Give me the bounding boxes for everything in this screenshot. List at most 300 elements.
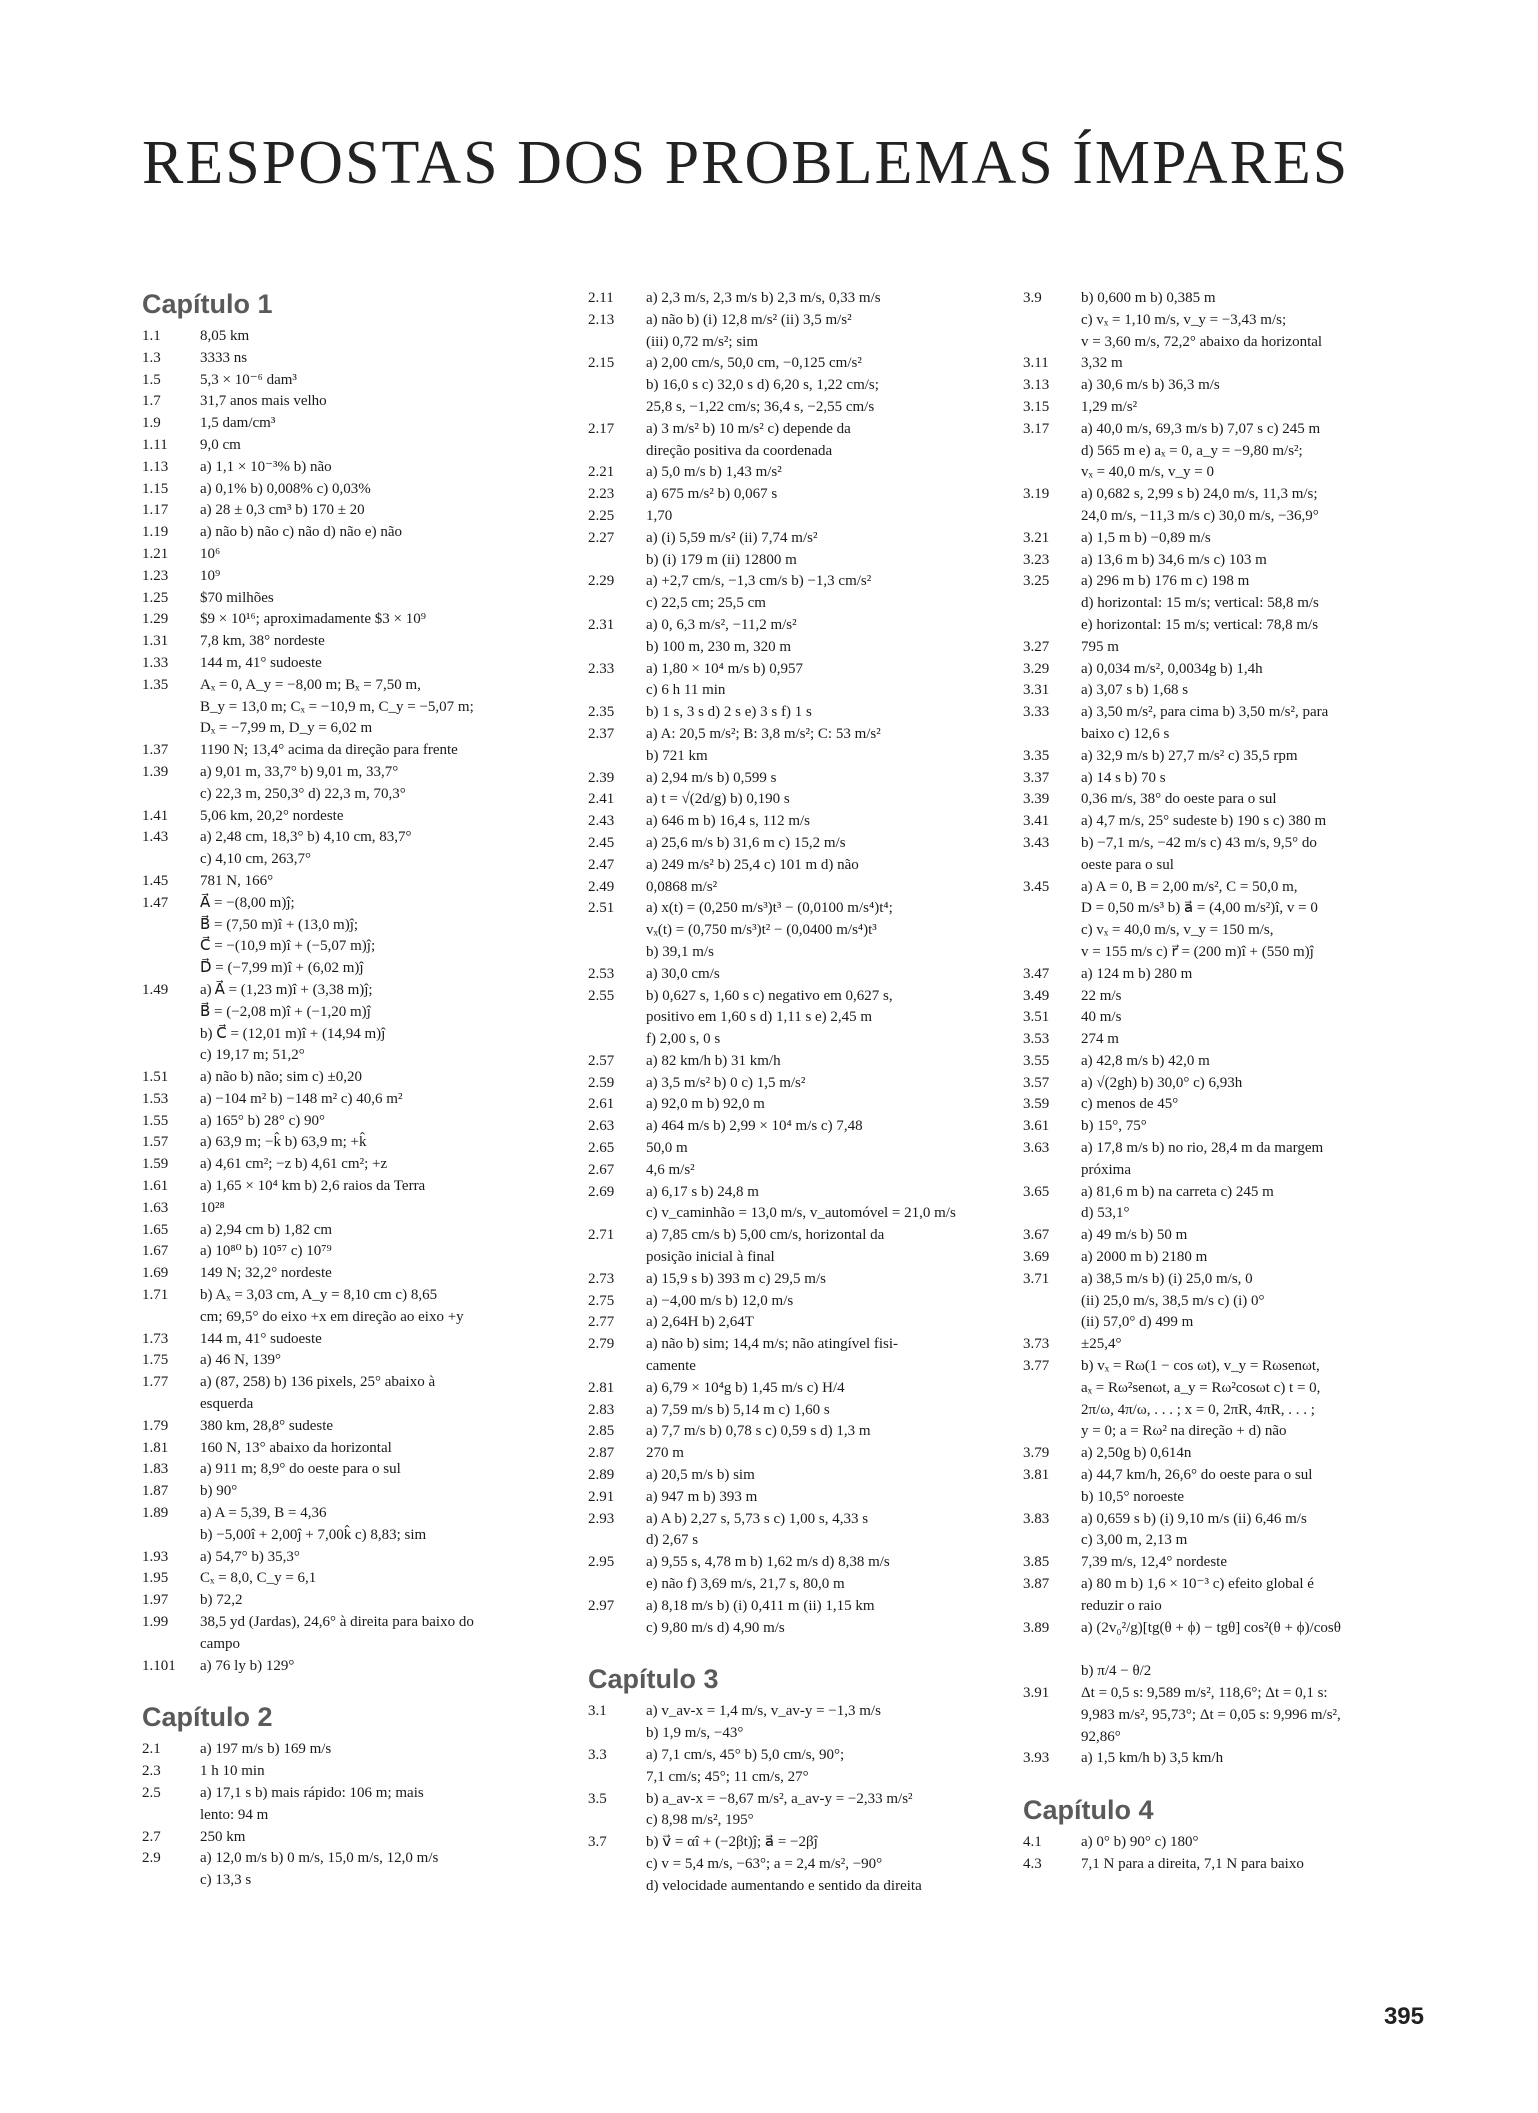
answer-entry [1023, 375, 1418, 397]
answer-line: (ii) 57,0° d) 499 m [1081, 1314, 1194, 1331]
problem-number: 2.83 [588, 1401, 615, 1418]
answer-line: (ii) 25,0 m/s, 38,5 m/s c) (i) 0° [1081, 1292, 1265, 1309]
problem-number: 2.1 [142, 1741, 161, 1758]
answer-text [200, 1503, 542, 1547]
answer-text [200, 806, 542, 828]
answer-text [200, 1241, 542, 1263]
answer-entry [1023, 1748, 1418, 1770]
answer-entry [1023, 1247, 1418, 1269]
answer-entry [588, 1138, 988, 1160]
answer-text [646, 1160, 988, 1182]
answer-entry [1023, 746, 1418, 768]
problem-number: 1.1 [142, 328, 161, 344]
problem-number: 3.15 [1023, 398, 1050, 415]
problem-number: 1.13 [142, 458, 169, 475]
answer-entry [588, 1225, 988, 1269]
problem-number: 1.3 [142, 349, 161, 366]
answer-entry [1023, 288, 1418, 353]
answer-text [200, 435, 542, 457]
answer-text [646, 964, 988, 986]
problem-number: 2.59 [588, 1074, 615, 1091]
problem-number: 3.7 [588, 1834, 607, 1851]
answer-line [1081, 1639, 1418, 1661]
answer-line: b) v⃗ = αî + (−2βt)ĵ; a⃗ = −2βĵ [646, 1834, 818, 1851]
answer-entry [1023, 811, 1418, 833]
problem-number: 3.91 [1023, 1685, 1050, 1701]
answer-line: a) 28 ± 0,3 cm³ b) 170 ± 20 [200, 502, 365, 519]
answer-line: Dₓ = −7,99 m, D_y = 6,02 m [200, 720, 373, 737]
answer-text [646, 1138, 988, 1160]
problem-number: 2.41 [588, 791, 615, 808]
answer-entry [1023, 986, 1418, 1008]
answer-line: 7,1 cm/s; 45°; 11 cm/s, 27° [646, 1768, 809, 1785]
answer-entry [142, 370, 542, 392]
answer-line: b) π/4 − θ/2 [1081, 1663, 1152, 1680]
answer-line: a) 30,0 cm/s [646, 965, 720, 982]
problem-number: 3.47 [1023, 965, 1050, 982]
answer-line: a) A: 20,5 m/s²; B: 3,8 m/s²; C: 53 m/s² [646, 725, 881, 742]
answer-entry [588, 1160, 988, 1182]
answer-line: a) 92,0 m b) 92,0 m [646, 1096, 765, 1113]
answer-text [1081, 1509, 1418, 1553]
answer-text [1081, 746, 1418, 768]
answer-line: a) A = 0, B = 2,00 m/s², C = 50,0 m, [1081, 878, 1298, 895]
answer-line: 50,0 m [646, 1140, 688, 1157]
answer-text [646, 1291, 988, 1313]
answer-line: 9,983 m/s², 95,73°; Δt = 0,05 s: 9,996 m/s², [1081, 1706, 1341, 1723]
answer-line: a) −104 m² b) −148 m² c) 40,6 m² [200, 1090, 403, 1107]
answer-text [200, 1372, 542, 1416]
answer-entry [1023, 1552, 1418, 1574]
problem-number: 1.101 [142, 1657, 176, 1674]
answer-text [1081, 659, 1418, 681]
chapter-heading: Capítulo 1 [142, 289, 273, 319]
answer-entry [142, 500, 542, 522]
answer-text [200, 1656, 542, 1678]
answer-entry [142, 348, 542, 370]
answer-entry [142, 653, 542, 675]
answer-line: a) 6,79 × 10⁴g b) 1,45 m/s c) H/4 [646, 1379, 845, 1396]
answer-entry [588, 1701, 988, 1745]
answer-entry [588, 1487, 988, 1509]
answer-line: a) 9,55 s, 4,78 m b) 1,62 m/s d) 8,38 m/s [646, 1554, 890, 1571]
answer-text [1081, 419, 1418, 484]
answer-line: c) 4,10 cm, 263,7° [200, 851, 311, 868]
answer-line: a) 7,59 m/s b) 5,14 m c) 1,60 s [646, 1401, 830, 1418]
answer-text [200, 1568, 542, 1590]
answer-entry [1023, 1854, 1418, 1876]
answer-entry [142, 1761, 542, 1783]
answer-entry [588, 1465, 988, 1487]
answer-text [200, 457, 542, 479]
answer-entry [142, 1783, 542, 1827]
answer-text [646, 855, 988, 877]
answer-text [1081, 986, 1418, 1008]
answer-line: b) 0,627 s, 1,60 s c) negativo em 0,627 s, [646, 987, 893, 1004]
problem-number: 2.81 [588, 1379, 615, 1396]
answer-entry [142, 980, 542, 1067]
answer-line: 144 m, 41° sudoeste [200, 654, 322, 671]
problem-number: 1.25 [142, 589, 169, 606]
answer-entry [1023, 1094, 1418, 1116]
problem-number: 2.39 [588, 769, 615, 786]
answer-line: a) 6,17 s b) 24,8 m [646, 1183, 759, 1200]
problem-number: 1.75 [142, 1352, 169, 1369]
answer-line: a) 7,85 cm/s b) 5,00 cm/s, horizontal da [646, 1227, 885, 1244]
answer-line: a) não b) (i) 12,8 m/s² (ii) 3,5 m/s² [646, 311, 852, 328]
answer-line: 4,6 m/s² [646, 1161, 695, 1178]
answer-text [1081, 1832, 1418, 1854]
answer-line: b) 15°, 75° [1081, 1118, 1147, 1135]
answer-entry [588, 1291, 988, 1313]
problem-number: 3.87 [1023, 1576, 1050, 1593]
problem-number: 1.65 [142, 1221, 169, 1238]
answer-text [1081, 1029, 1418, 1051]
answer-entry [1023, 1832, 1418, 1854]
answer-line: vₓ(t) = (0,750 m/s³)t² − (0,0400 m/s⁴)t³ [646, 922, 877, 939]
problem-number: 2.27 [588, 529, 615, 546]
answers-column-1 [142, 288, 542, 1892]
answer-line: a) 2,00 cm/s, 50,0 cm, −0,125 cm/s² [646, 355, 862, 372]
answer-line: 1 h 10 min [200, 1763, 265, 1780]
problem-number: 2.65 [588, 1140, 615, 1157]
problem-number: 1.79 [142, 1417, 169, 1434]
answer-text [200, 326, 542, 348]
answer-line: a) 17,1 s b) mais rápido: 106 m; mais [200, 1785, 424, 1801]
problem-number: 3.59 [1023, 1096, 1050, 1113]
answer-line: 9,0 cm [200, 436, 241, 453]
answer-entry [142, 544, 542, 566]
problem-number: 3.67 [1023, 1227, 1050, 1244]
answer-entry [142, 1416, 542, 1438]
problem-number: 2.25 [588, 507, 615, 524]
answer-line: Aₓ = 0, A_y = −8,00 m; Bₓ = 7,50 m, [200, 676, 421, 693]
answer-line: c) v_caminhão = 13,0 m/s, v_automóvel = 21,0 m/s [646, 1205, 956, 1222]
problem-number: 3.5 [588, 1790, 607, 1807]
answer-line: B⃗ = (−2,08 m)î + (−1,20 m)ĵ [200, 1003, 371, 1020]
problem-number: 3.73 [1023, 1336, 1050, 1353]
answer-text [646, 724, 988, 768]
problem-number: 1.67 [142, 1243, 169, 1260]
problem-number: 2.15 [588, 355, 615, 372]
answer-text [1081, 1051, 1418, 1073]
answer-text [200, 762, 542, 806]
answer-line: a) 2,64H b) 2,64T [646, 1314, 754, 1331]
answer-text [646, 1552, 988, 1596]
answer-line: a) √(2gh) b) 30,0° c) 6,93h [1081, 1074, 1243, 1091]
answer-line: a) 1,5 km/h b) 3,5 km/h [1081, 1750, 1224, 1767]
answer-line: 7,1 N para a direita, 7,1 N para baixo [1081, 1855, 1304, 1872]
answer-text [646, 1378, 988, 1400]
answer-line: a) 0, 6,3 m/s², −11,2 m/s² [646, 616, 797, 633]
answer-text [200, 1612, 542, 1656]
answer-line: a) 40,0 m/s, 69,3 m/s b) 7,07 s c) 245 m [1081, 420, 1321, 437]
answer-line: 270 m [646, 1445, 684, 1462]
answer-entry [588, 724, 988, 768]
answer-text [200, 1220, 542, 1242]
answer-entry [588, 964, 988, 986]
answer-entry [588, 1182, 988, 1226]
answer-line: D = 0,50 m/s³ b) a⃗ = (4,00 m/s²)î, v = 0 [1081, 900, 1318, 917]
problem-number: 3.93 [1023, 1750, 1050, 1767]
answer-line: a) 14 s b) 70 s [1081, 769, 1166, 786]
answer-line: 2π/ω, 4π/ω, . . . ; x = 0, 2πR, 4πR, . . . ; [1081, 1401, 1315, 1418]
answer-entry [142, 1329, 542, 1351]
answer-text [1081, 528, 1418, 550]
problem-number: 2.43 [588, 813, 615, 830]
answer-entry [142, 1198, 542, 1220]
answer-text [646, 310, 988, 354]
answer-text [200, 1416, 542, 1438]
answer-text [200, 1263, 542, 1285]
problem-number: 3.79 [1023, 1445, 1050, 1462]
answer-line: 5,06 km, 20,2° nordeste [200, 807, 344, 824]
problem-number: 4.1 [1023, 1834, 1042, 1851]
answer-line: baixo c) 12,6 s [1081, 725, 1170, 742]
answer-line: Cₓ = 8,0, C_y = 6,1 [200, 1570, 317, 1587]
answer-text [646, 1789, 988, 1833]
answer-text [1081, 375, 1418, 397]
answer-line: a) 46 N, 139° [200, 1352, 281, 1369]
answer-text [200, 740, 542, 762]
problem-number: 1.31 [142, 633, 169, 650]
answer-line: B⃗ = (7,50 m)î + (13,0 m)ĵ; [200, 916, 359, 933]
answer-text [200, 653, 542, 675]
problem-number: 3.27 [1023, 638, 1050, 655]
answer-line: b) 16,0 s c) 32,0 s d) 6,20 s, 1,22 cm/s; [646, 377, 879, 394]
answer-entry [142, 1220, 542, 1242]
chapter-heading: Capítulo 4 [1023, 1795, 1154, 1826]
answer-line: a) 3 m/s² b) 10 m/s² c) depende da [646, 420, 851, 437]
problem-number: 2.61 [588, 1096, 615, 1113]
answer-line: 1,29 m/s² [1081, 398, 1138, 415]
answer-text [200, 479, 542, 501]
answer-entry [142, 566, 542, 588]
answer-entry [1023, 1465, 1418, 1509]
answer-line: a) 3,50 m/s², para cima b) 3,50 m/s², para [1081, 704, 1329, 721]
answer-line: a) 2,50g b) 0,614n [1081, 1445, 1192, 1462]
answer-line: 160 N, 13° abaixo da horizontal [200, 1439, 392, 1456]
answer-entry [1023, 1225, 1418, 1247]
answer-text [646, 833, 988, 855]
answer-entry [588, 768, 988, 790]
problem-number: 3.25 [1023, 573, 1050, 590]
answer-line: a) 32,9 m/s b) 27,7 m/s² c) 35,5 rpm [1081, 747, 1298, 764]
problem-number: 2.23 [588, 486, 615, 503]
answer-line: c) 19,17 m; 51,2° [200, 1047, 305, 1064]
answer-line: a) não b) sim; 14,4 m/s; não atingível fisi- [646, 1336, 899, 1353]
answer-entry [1023, 1029, 1418, 1051]
answer-line: a) 675 m/s² b) 0,067 s [646, 486, 778, 503]
answer-text [646, 571, 988, 615]
answer-text [200, 500, 542, 522]
answer-text [200, 1067, 542, 1089]
answer-line: a) (i) 5,59 m/s² (ii) 7,74 m/s² [646, 529, 818, 546]
answer-text [200, 588, 542, 610]
answer-line: e) horizontal: 15 m/s; vertical: 78,8 m/s [1081, 616, 1319, 633]
answer-text [1081, 789, 1418, 811]
problem-number: 1.77 [142, 1374, 169, 1391]
answer-text [646, 1832, 988, 1897]
answer-text [1081, 1269, 1418, 1334]
answer-entry [1023, 1138, 1418, 1182]
answer-text [1081, 702, 1418, 746]
answer-line: a) 7,1 cm/s, 45° b) 5,0 cm/s, 90°; [646, 1747, 845, 1763]
answer-line: a) 7,7 m/s b) 0,78 s c) 0,59 s d) 1,3 m [646, 1423, 871, 1440]
answer-entry [142, 1656, 542, 1678]
problem-number: 1.41 [142, 807, 169, 824]
answer-line: a) 13,6 m b) 34,6 m/s c) 103 m [1081, 551, 1267, 568]
problem-number: 3.43 [1023, 834, 1050, 851]
answer-line: b) 39,1 m/s [646, 943, 714, 960]
answer-line: c) v = 5,4 m/s, −63°; a = 2,4 m/s², −90° [646, 1855, 883, 1872]
answer-text [646, 811, 988, 833]
problem-number: 1.83 [142, 1461, 169, 1478]
answer-line: b) 1 s, 3 s d) 2 s e) 3 s f) 1 s [646, 704, 812, 721]
answer-line: 92,86° [1081, 1728, 1121, 1745]
answer-entry [588, 1378, 988, 1400]
answer-entry [1023, 1007, 1418, 1029]
answer-line: a) 76 ly b) 129° [200, 1657, 295, 1674]
answer-line: a) 249 m/s² b) 25,4 c) 101 m d) não [646, 856, 859, 873]
answer-line: a) v_av-x = 1,4 m/s, v_av-y = −1,3 m/s [646, 1703, 881, 1720]
answer-line: a) 296 m b) 176 m c) 198 m [1081, 573, 1250, 590]
answer-text [200, 391, 542, 413]
answer-line: 0,0868 m/s² [646, 878, 718, 895]
answer-text [1081, 1247, 1418, 1269]
answer-line: a) 20,5 m/s b) sim [646, 1467, 755, 1484]
answer-entry [1023, 419, 1418, 484]
answer-entry [1023, 397, 1418, 419]
answer-line: 8,05 km [200, 328, 250, 344]
answer-line: a) 197 m/s b) 169 m/s [200, 1741, 332, 1758]
answer-line: positivo em 1,60 s d) 1,11 s e) 2,45 m [646, 1009, 873, 1026]
problem-number: 2.75 [588, 1292, 615, 1309]
answer-text [646, 419, 988, 463]
answer-text [200, 1285, 542, 1329]
answer-text [646, 528, 988, 572]
problem-number: 1.45 [142, 872, 169, 889]
answer-line: 22 m/s [1081, 987, 1122, 1004]
problem-number: 3.83 [1023, 1510, 1050, 1527]
answer-line: a) 9,01 m, 33,7° b) 9,01 m, 33,7° [200, 763, 399, 780]
answer-entry [1023, 877, 1418, 964]
answer-line: a) (2v₀²/g)[tg(θ + ϕ) − tgθ] cos²(θ + ϕ)/cosθ [1081, 1619, 1341, 1636]
answer-entry [588, 353, 988, 418]
answer-line: b) C⃗ = (12,01 m)î + (14,94 m)ĵ [200, 1025, 386, 1042]
problem-number: 1.9 [142, 415, 161, 432]
answer-text [1081, 1073, 1418, 1095]
answer-entry [142, 1111, 542, 1133]
answer-line: 250 km [200, 1828, 246, 1845]
answer-entry [1023, 1182, 1418, 1226]
problem-number: 3.35 [1023, 747, 1050, 764]
answer-line: v = 3,60 m/s, 72,2° abaixo da horizontal [1081, 333, 1323, 350]
problem-number: 3.23 [1023, 551, 1050, 568]
problem-number: 3.53 [1023, 1031, 1050, 1048]
answer-line: a) +2,7 cm/s, −1,3 cm/s b) −1,3 cm/s² [646, 573, 872, 590]
problem-number: 2.45 [588, 834, 615, 851]
answer-line: a) A b) 2,27 s, 5,73 s c) 1,00 s, 4,33 s [646, 1510, 869, 1527]
answer-line: 274 m [1081, 1031, 1119, 1048]
problem-number: 3.39 [1023, 791, 1050, 808]
answer-entry [1023, 1356, 1418, 1443]
answer-entry [142, 1372, 542, 1416]
answer-entry [142, 457, 542, 479]
answer-line: a) 5,0 m/s b) 1,43 m/s² [646, 464, 782, 481]
answer-line: D⃗ = (−7,99 m)î + (6,02 m)ĵ [200, 960, 364, 977]
problem-number: 3.1 [588, 1703, 607, 1720]
problem-number: 3.3 [588, 1747, 607, 1763]
answer-text [200, 1827, 542, 1849]
problem-number: 2.55 [588, 987, 615, 1004]
answer-line: 380 km, 28,8° sudeste [200, 1417, 334, 1434]
problem-number: 3.69 [1023, 1249, 1050, 1266]
answer-line: 1,5 dam/cm³ [200, 415, 276, 432]
answer-line: b) 90° [200, 1483, 238, 1500]
answer-entry [588, 986, 988, 1051]
answer-text [200, 348, 542, 370]
answer-text [1081, 288, 1418, 353]
answer-text [646, 1701, 988, 1745]
problem-number: 2.89 [588, 1467, 615, 1484]
answer-text [200, 566, 542, 588]
answer-line: 1190 N; 13,4° acima da direção para frente [200, 742, 458, 759]
answer-line: a) 0,034 m/s², 0,0034g b) 1,4h [1081, 660, 1263, 677]
answer-entry [1023, 484, 1418, 528]
answer-line: a) 15,9 s b) 393 m c) 29,5 m/s [646, 1270, 826, 1287]
answer-line: a) x(t) = (0,250 m/s³)t³ − (0,0100 m/s⁴)t⁴; [646, 900, 893, 917]
answer-entry [588, 877, 988, 899]
problem-number: 1.15 [142, 480, 169, 497]
answer-line: 10²⁸ [200, 1199, 225, 1216]
answer-text [1081, 1574, 1418, 1618]
answer-entry [1023, 1574, 1418, 1618]
answer-line: y = 0; a = Rω² na direção + d) não [1081, 1423, 1287, 1440]
problem-number: 2.17 [588, 420, 615, 437]
problem-number: 1.7 [142, 393, 161, 410]
answer-line: oeste para o sul [1081, 856, 1174, 873]
problem-number: 1.5 [142, 371, 161, 388]
answer-line: 0,36 m/s, 38° do oeste para o sul [1081, 791, 1277, 808]
answer-entry [142, 1438, 542, 1460]
answer-line: direção positiva da coordenada [646, 442, 833, 459]
answer-text [1081, 1182, 1418, 1226]
section-spacer [142, 1677, 542, 1701]
answer-text [646, 1334, 988, 1378]
answer-line: a) 10⁸⁰ b) 10⁵⁷ c) 10⁷⁹ [200, 1243, 332, 1260]
problem-number: 2.3 [142, 1763, 161, 1780]
answer-line: a) 0° b) 90° c) 180° [1081, 1834, 1199, 1851]
answer-text [646, 1465, 988, 1487]
answer-text [646, 353, 988, 418]
answer-entry [1023, 680, 1418, 702]
answer-text [200, 544, 542, 566]
problem-number: 2.77 [588, 1314, 615, 1331]
problem-number: 1.33 [142, 654, 169, 671]
answer-line: a) 1,80 × 10⁴ m/s b) 0,957 [646, 660, 804, 677]
answer-line: a) 25,6 m/s b) 31,6 m c) 15,2 m/s [646, 834, 846, 851]
answer-entry [1023, 833, 1418, 877]
answer-line: 144 m, 41° sudoeste [200, 1330, 322, 1347]
problem-number: 3.89 [1023, 1619, 1050, 1636]
answer-text [646, 1421, 988, 1443]
problem-number: 2.5 [142, 1785, 161, 1801]
answer-entry [142, 1132, 542, 1154]
answer-text [1081, 1007, 1418, 1029]
answer-line: a) 44,7 km/h, 26,6° do oeste para o sul [1081, 1467, 1313, 1484]
answer-line: a) 8,18 m/s b) (i) 0,411 m (ii) 1,15 km [646, 1597, 875, 1614]
